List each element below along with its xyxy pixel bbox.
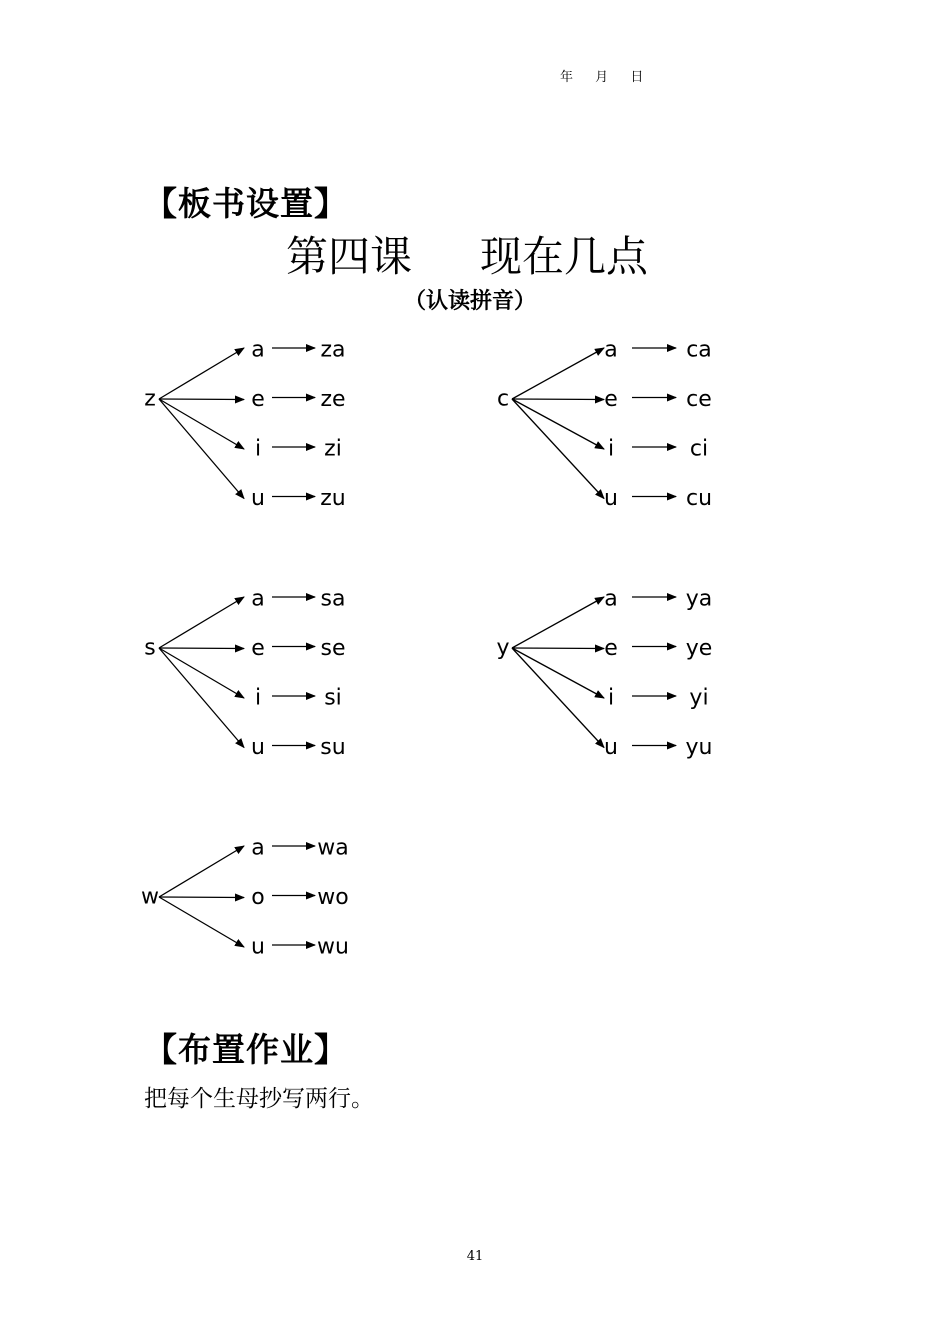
syllable: za — [320, 337, 346, 363]
section-heading-homework: 【布置作业】 — [144, 1030, 348, 1069]
initial-letter: w — [141, 884, 159, 910]
final-letter: e — [251, 636, 265, 661]
branch-arrow — [512, 399, 604, 449]
branch-arrow — [159, 648, 244, 649]
branch-arrow — [159, 648, 244, 748]
syllable: ce — [686, 387, 712, 412]
syllable: wo — [317, 885, 349, 910]
branch-arrow — [159, 399, 244, 499]
homework-text: 把每个生母抄写两行。 — [144, 1086, 374, 1112]
syllable: ya — [685, 586, 713, 612]
final-letter: a — [604, 586, 618, 612]
final-letter: a — [251, 337, 265, 363]
syllable: wu — [317, 934, 349, 960]
initial-letter: y — [496, 635, 510, 661]
final-letter: i — [254, 685, 262, 711]
final-letter: e — [604, 387, 618, 412]
branch-arrow — [512, 399, 604, 400]
final-letter: i — [254, 436, 262, 462]
branch-arrow — [159, 897, 244, 898]
initial-letter: s — [144, 635, 156, 661]
branch-arrow — [159, 597, 244, 648]
branch-arrow — [512, 648, 604, 649]
syllable: zu — [320, 486, 346, 511]
final-letter: a — [251, 586, 265, 612]
branch-arrow — [159, 348, 244, 399]
lesson-number: 第四课 — [286, 232, 413, 281]
syllable: se — [320, 636, 346, 661]
branch-arrow — [159, 846, 244, 897]
final-letter: o — [251, 885, 265, 910]
initial-letter: z — [144, 386, 156, 412]
final-letter: u — [251, 486, 265, 511]
branch-arrow — [512, 399, 604, 499]
final-letter: a — [604, 337, 618, 363]
branch-arrow — [512, 648, 604, 698]
syllable: wa — [317, 835, 349, 861]
final-letter: i — [607, 436, 615, 462]
date-month-label: 月 — [595, 70, 609, 85]
final-letter: u — [604, 486, 618, 511]
date-year-label: 年 — [560, 70, 574, 85]
syllable: yu — [685, 735, 713, 760]
lesson-subtitle: （认读拼音） — [404, 288, 537, 314]
syllable: cu — [685, 486, 713, 511]
syllable: ca — [686, 337, 712, 363]
final-letter: u — [604, 735, 618, 760]
branch-arrow — [159, 399, 244, 449]
final-letter: e — [604, 636, 618, 661]
branch-arrow — [159, 648, 244, 698]
branch-arrow — [159, 897, 244, 947]
final-letter: u — [251, 934, 265, 960]
syllable: sa — [320, 586, 346, 612]
branch-arrow — [512, 348, 604, 399]
syllable: yi — [689, 685, 709, 711]
syllable: ci — [689, 436, 709, 462]
page-number: 41 — [466, 1249, 484, 1264]
syllable: su — [320, 735, 346, 760]
syllable: zi — [324, 436, 342, 462]
branch-arrow — [512, 648, 604, 748]
section-heading-board: 【板书设置】 — [144, 184, 348, 223]
initial-letter: c — [496, 386, 510, 412]
final-letter: e — [251, 387, 265, 412]
branch-arrow — [159, 399, 244, 400]
lesson-name: 现在几点 — [480, 232, 649, 281]
date-day-label: 日 — [630, 70, 644, 85]
final-letter: i — [607, 685, 615, 711]
syllable: si — [324, 685, 342, 711]
branch-arrow — [512, 597, 604, 648]
syllable: ye — [685, 636, 713, 661]
final-letter: u — [251, 735, 265, 760]
final-letter: a — [251, 835, 265, 861]
syllable: ze — [320, 387, 346, 412]
